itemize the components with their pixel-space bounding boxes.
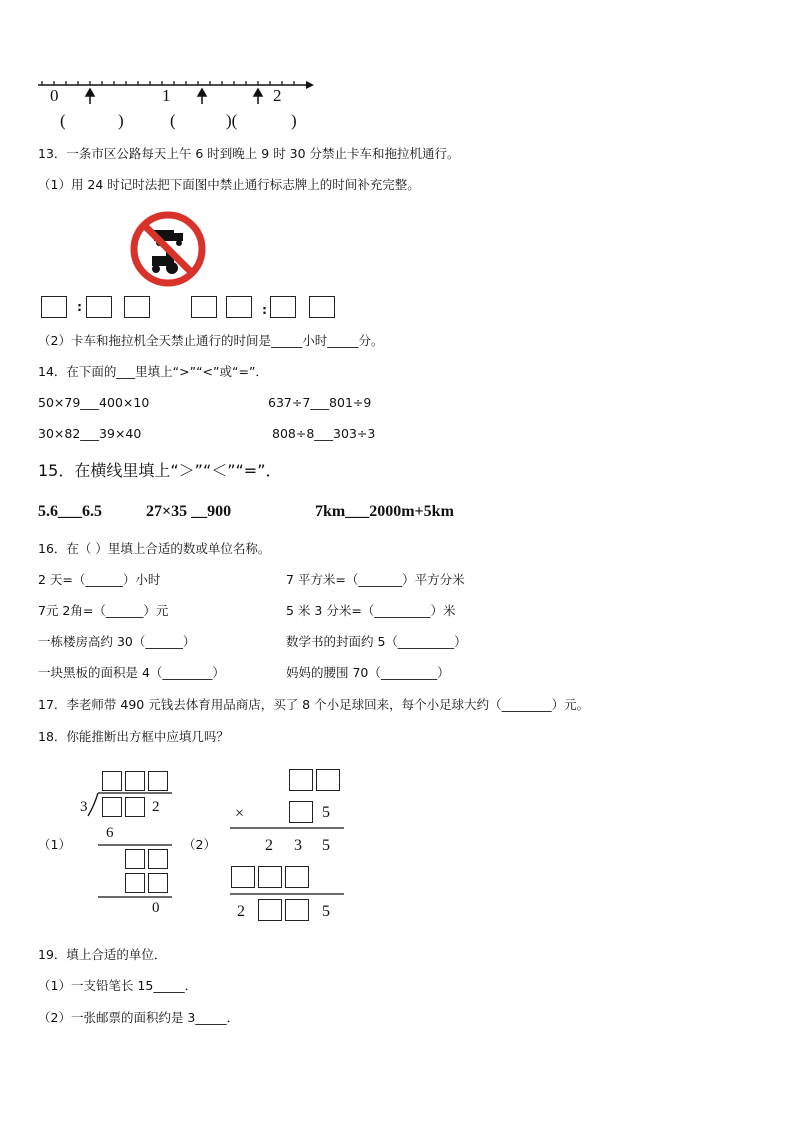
result-digit: 2 bbox=[237, 903, 245, 920]
blank-paren: ) bbox=[291, 111, 297, 130]
q13-stem: 13．一条市区公路每天上午 6 时到晚上 9 时 30 分禁止卡车和拖拉机通行。 bbox=[38, 146, 460, 161]
q19-stem: 19．填上合适的单位． bbox=[38, 947, 167, 962]
digit-box[interactable] bbox=[258, 899, 282, 921]
divisor: 3 bbox=[80, 799, 88, 815]
number-line-label-2: 2 bbox=[273, 86, 282, 105]
q15-item: 27×35 __900 bbox=[146, 503, 232, 520]
q15-stem: 15．在横线里填上“＞”“＜”“=”． bbox=[38, 461, 282, 480]
partial-digit: 5 bbox=[322, 837, 330, 854]
q18-label-1: （1） bbox=[38, 837, 71, 852]
partial-digit: 3 bbox=[294, 837, 302, 854]
q16-stem: 16．在（ ）里填上合适的数或单位名称。 bbox=[38, 541, 271, 556]
q16-item: 2 天=（______）小时 bbox=[38, 572, 161, 587]
blank-paren: ( bbox=[60, 111, 66, 130]
q16-item: 7元 2角=（______）元 bbox=[38, 603, 169, 618]
q13-part2: （2）卡车和拖拉机全天禁止通行的时间是_____小时_____分。 bbox=[38, 333, 384, 348]
digit-box[interactable] bbox=[125, 873, 145, 893]
digit-box[interactable] bbox=[285, 866, 309, 888]
q14-item: 637÷7___801÷9 bbox=[268, 395, 372, 410]
digit-box[interactable] bbox=[102, 797, 122, 817]
number-line-label-0: 0 bbox=[50, 86, 59, 105]
digit-box[interactable] bbox=[102, 771, 122, 791]
q13-part1: （1）用 24 时记时法把下面图中禁止通行标志牌上的时间补充完整。 bbox=[38, 177, 420, 192]
q19-item: （2）一张邮票的面积约是 3_____． bbox=[38, 1010, 240, 1025]
q19-item: （1）一支铅笔长 15_____． bbox=[38, 978, 198, 993]
q15-item: 7km___2000m+5km bbox=[315, 503, 454, 520]
q18-stem: 18．你能推断出方框中应填几吗？ bbox=[38, 729, 229, 744]
time-colon: : bbox=[77, 299, 82, 314]
result-digit: 5 bbox=[322, 903, 330, 920]
digit-box[interactable] bbox=[258, 866, 282, 888]
blank-paren: )( bbox=[226, 111, 238, 130]
number-line-label-1: 1 bbox=[162, 86, 171, 105]
blank-paren: ( bbox=[170, 111, 176, 130]
digit-box[interactable] bbox=[285, 899, 309, 921]
q16-item: 5 米 3 分米=（_________）米 bbox=[286, 603, 456, 618]
q14-item: 808÷8___303÷3 bbox=[272, 426, 376, 441]
q16-item: 数学书的封面约 5（_________） bbox=[286, 634, 467, 649]
digit-box[interactable] bbox=[289, 769, 313, 791]
digit-box[interactable] bbox=[289, 801, 313, 823]
digit-box[interactable] bbox=[125, 797, 145, 817]
q16-item: 一栋楼房高约 30（______） bbox=[38, 634, 196, 649]
q14-stem: 14．在下面的___里填上“>”“<”或“=”． bbox=[38, 364, 268, 379]
q15-item: 5.6___6.5 bbox=[38, 503, 102, 520]
dividend-digit: 2 bbox=[152, 799, 160, 815]
digit-box[interactable] bbox=[148, 771, 168, 791]
q17-stem: 17．李老师带 490 元钱去体育用品商店，买了 8 个小足球回来，每个小足球大约（________）元。 bbox=[38, 697, 590, 712]
digit-box[interactable] bbox=[316, 769, 340, 791]
q14-item: 30×82___39×40 bbox=[38, 426, 142, 441]
digit-box[interactable] bbox=[231, 866, 255, 888]
blank-paren: ) bbox=[118, 111, 124, 130]
partial-digit: 2 bbox=[265, 837, 273, 854]
digit-box[interactable] bbox=[125, 771, 145, 791]
sub-digit: 6 bbox=[106, 825, 114, 841]
q16-item: 妈妈的腰围 70（_________） bbox=[286, 665, 450, 680]
times-sign: × bbox=[235, 805, 245, 822]
digit-box[interactable] bbox=[148, 849, 168, 869]
q16-item: 一块黑板的面积是 4（________） bbox=[38, 665, 225, 680]
time-colon: : bbox=[262, 302, 267, 317]
remainder: 0 bbox=[152, 900, 160, 916]
q16-item: 7 平方米=（_______）平方分米 bbox=[286, 572, 465, 587]
mul-digit: 5 bbox=[322, 804, 330, 821]
digit-box[interactable] bbox=[125, 849, 145, 869]
digit-box[interactable] bbox=[148, 873, 168, 893]
q18-label-2: （2） bbox=[183, 837, 216, 852]
q14-item: 50×79___400×10 bbox=[38, 395, 150, 410]
